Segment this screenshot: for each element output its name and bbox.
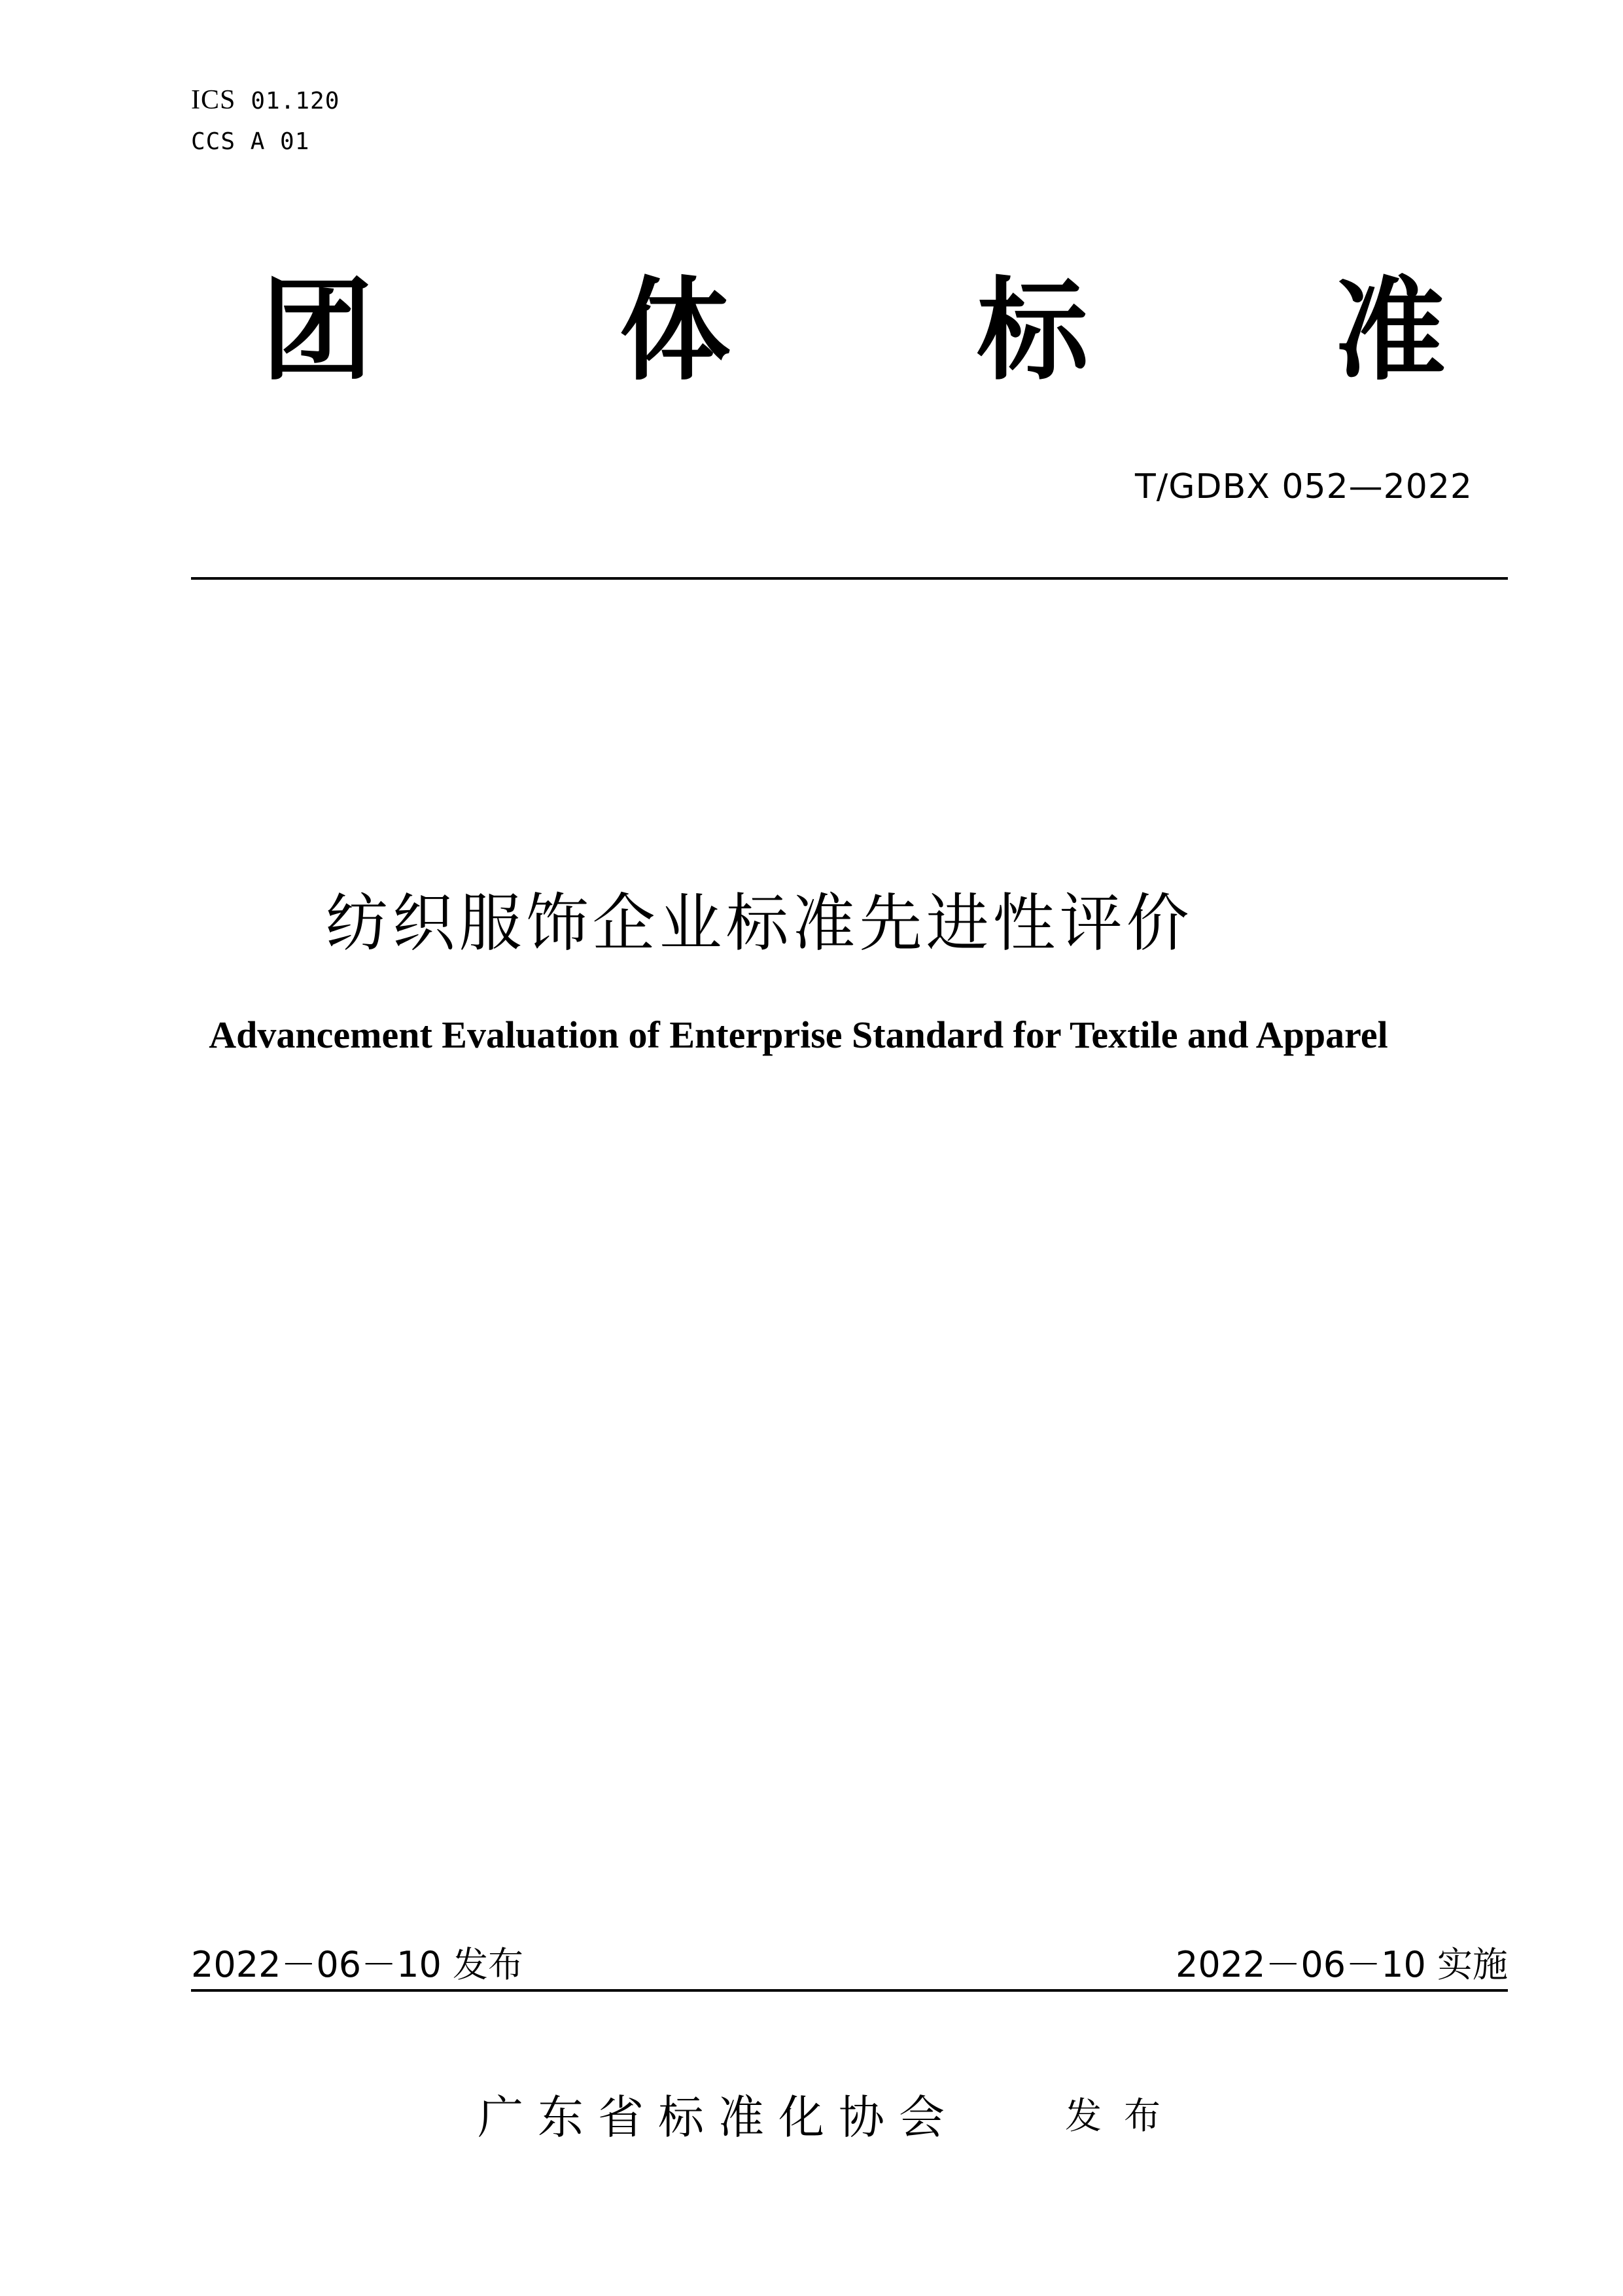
standard-type-heading bbox=[262, 265, 1446, 396]
top-divider bbox=[191, 577, 1508, 580]
publisher-name: 广东省标准化协会 bbox=[478, 2091, 959, 2144]
publish-label: 发布 bbox=[1065, 2095, 1183, 2138]
effective-date: 2022－06－10 实施 bbox=[1175, 1944, 1508, 1985]
standard-type-char: 准 bbox=[1334, 265, 1446, 396]
standard-type-char: 标 bbox=[977, 265, 1089, 396]
standard-number: T/GDBX 052—2022 bbox=[1134, 467, 1473, 506]
ccs-code: CCS A 01 bbox=[191, 128, 310, 155]
standard-type-char: 团 bbox=[262, 265, 374, 396]
bottom-divider bbox=[191, 1989, 1508, 1992]
release-date: 2022－06－10 发布 bbox=[191, 1944, 524, 1985]
standard-type-char: 体 bbox=[619, 265, 731, 396]
title-english: Advancement Evaluation of Enterprise Standard for Textile and Apparel bbox=[209, 1014, 1388, 1056]
title-chinese: 纺织服饰企业标准先进性评价 bbox=[325, 887, 1193, 960]
ics-code: 01.120 bbox=[251, 88, 340, 115]
ics-label: ICS bbox=[191, 85, 236, 115]
classification-block bbox=[191, 80, 340, 162]
ics-line bbox=[191, 80, 340, 122]
